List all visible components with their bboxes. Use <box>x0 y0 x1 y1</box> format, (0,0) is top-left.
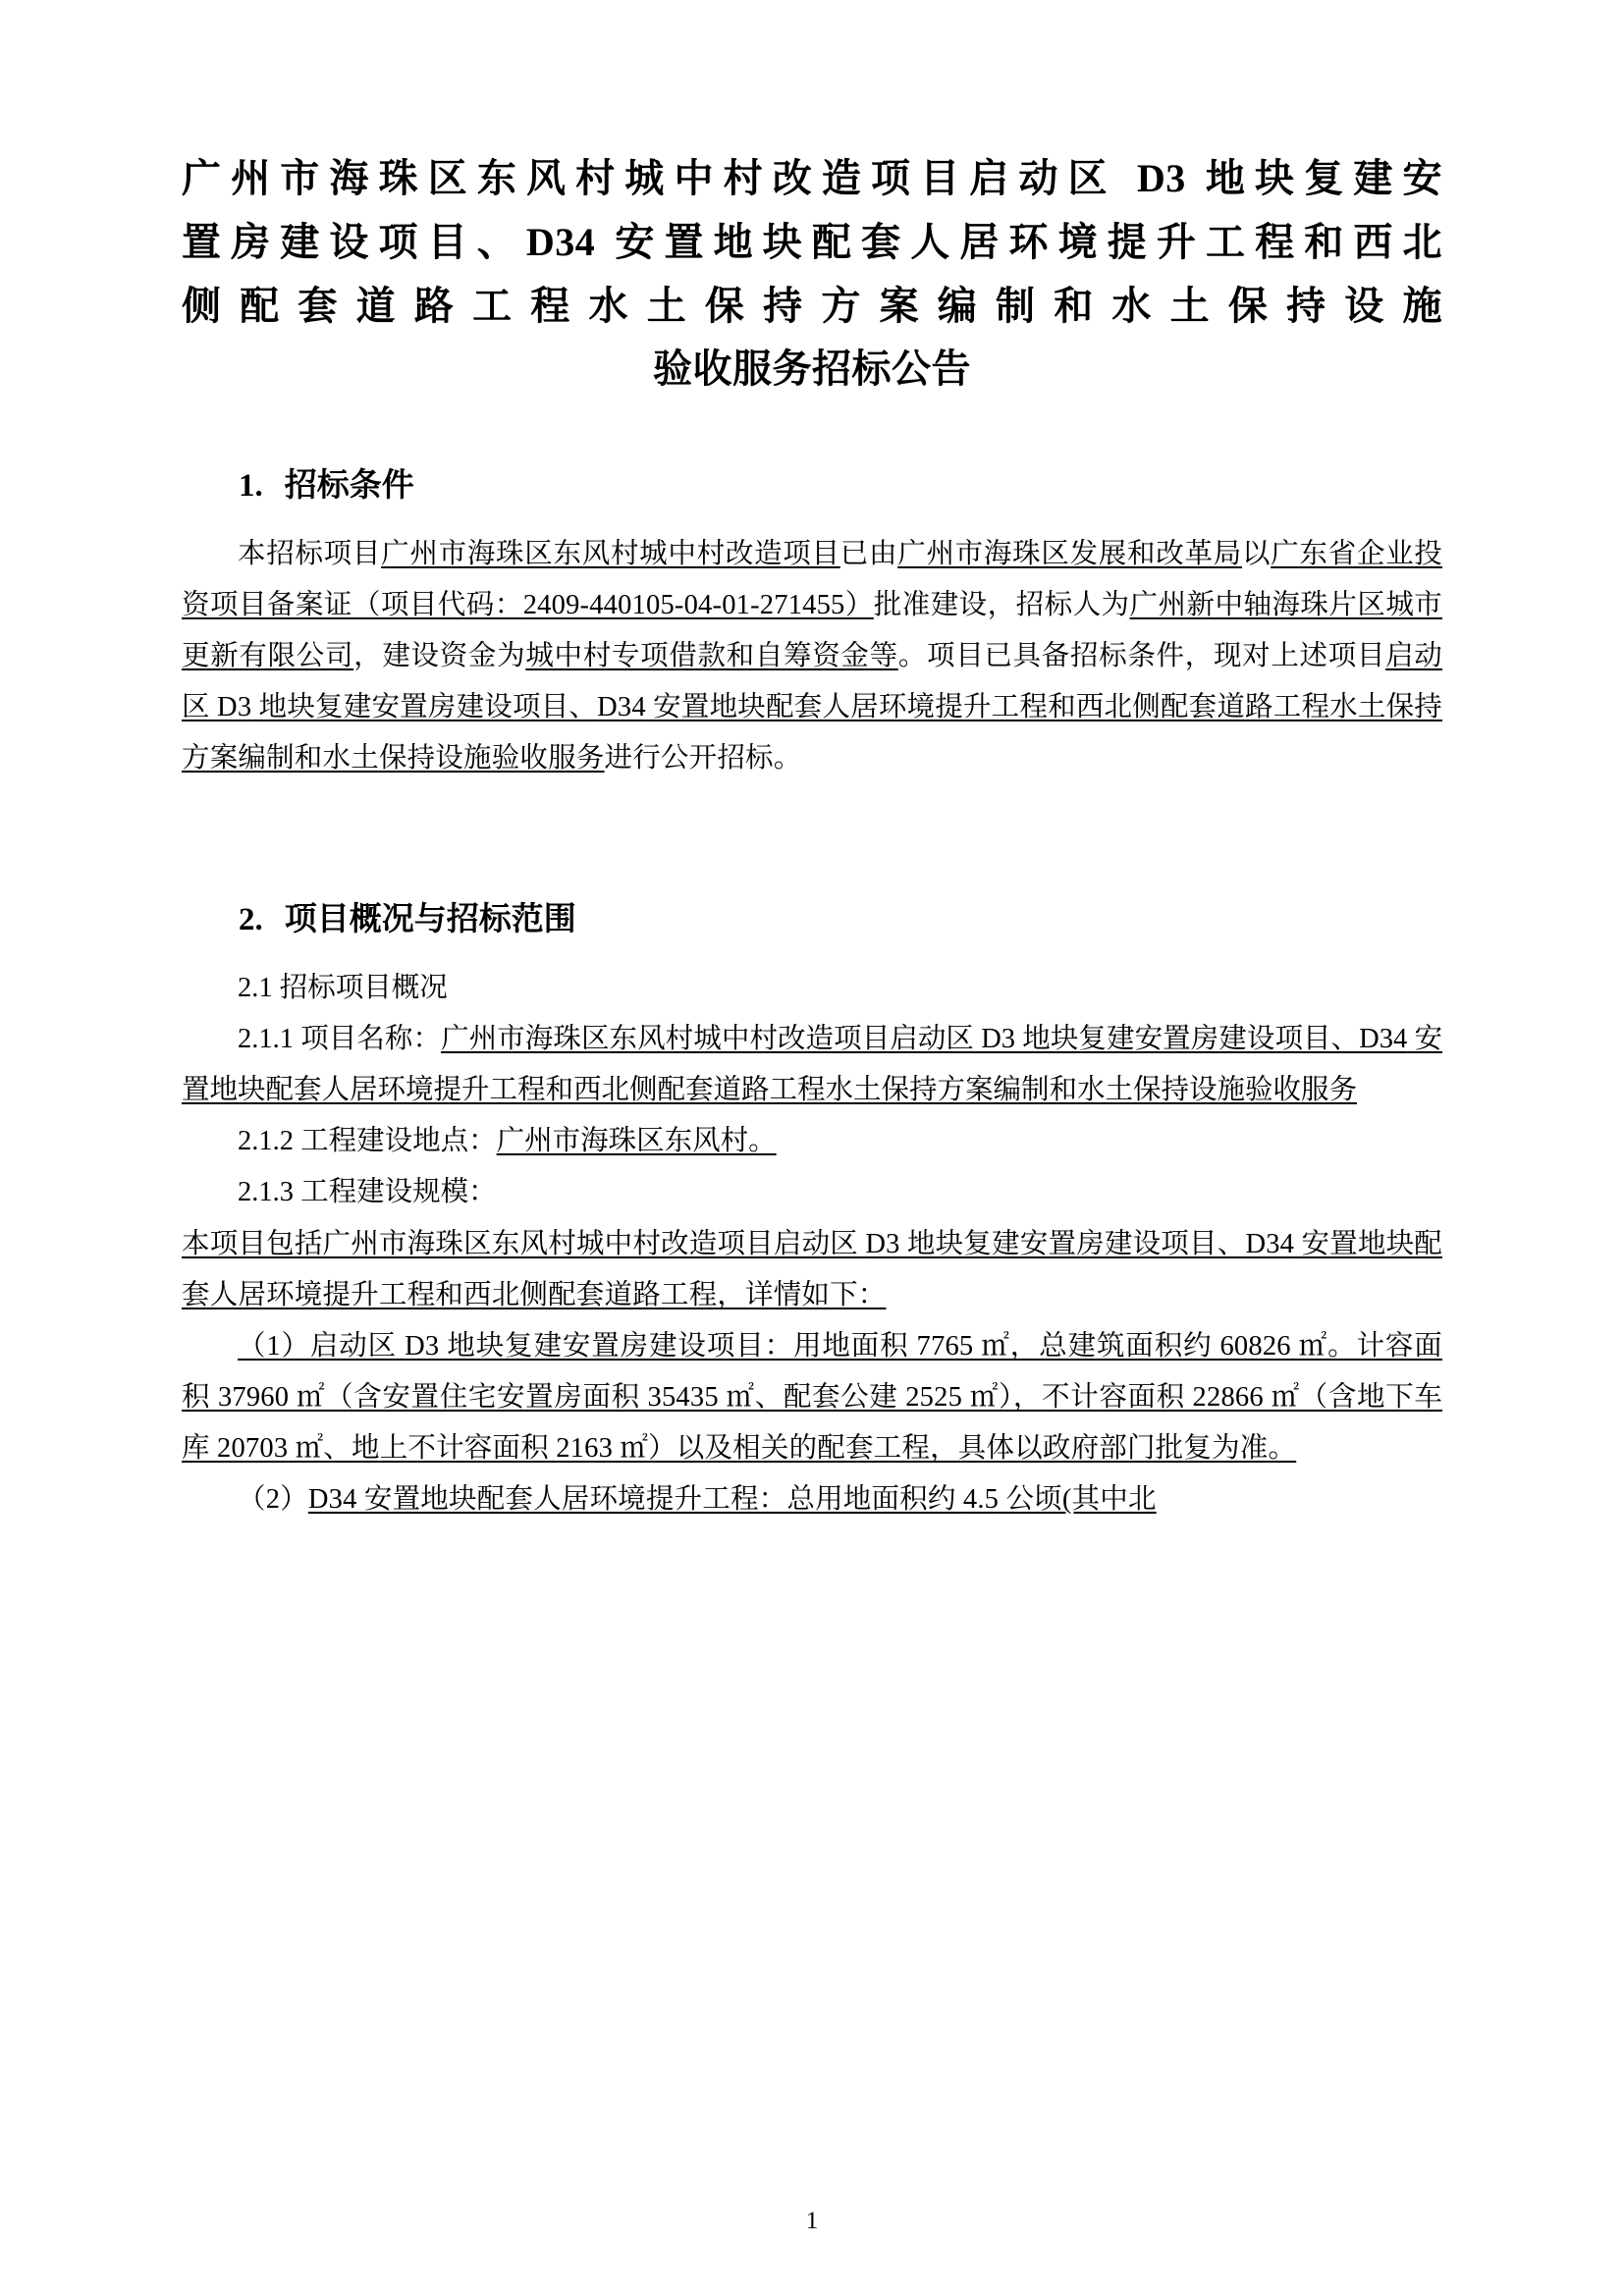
section-1-paragraph: 本招标项目广州市海珠区东风村城中村改造项目已由广州市海珠区发展和改革局以广东省企业投资项目备案证（项目代码：2409-440105-04-01-271455）批准建设，招标人为广州新中轴海珠片区城市更新有限公司，建设资金为城中村专项借款和自筹资金等。项目已具备招标条件，现对上述项目启动区 D3 地块复建安置房建设项目、D34 安置地块配套人居环境提升工程和西北侧配套道路工程水土保持方案编制和水土保持设施验收服务进行公开招标。 <box>182 538 1443 774</box>
item-2-1-1: 2.1.1 项目名称：广州市海珠区东风村城中村改造项目启动区 D3 地块复建安置房建设项目、D34 安置地块配套人居环境提升工程和西北侧配套道路工程水土保持方案编制和水土保持设施验收服务 <box>182 1024 1442 1106</box>
page-title <box>182 147 1442 401</box>
section-heading-2 <box>182 896 1442 945</box>
section-number-2: 2. <box>239 902 263 938</box>
item-2-1: 2.1 招标项目概况 <box>238 972 448 1003</box>
scale-item-1: （1）启动区 D3 地块复建安置房建设项目：用地面积 7765 ㎡，总建筑面积约 60826 ㎡。计容面积 37960 ㎡（含安置住宅安置房面积 35435 ㎡、配套公建 2525 ㎡），不计容面积 22866 ㎡（含地下车库 20703 ㎡、地上不计容面积 2163 ㎡）以及相关的配套工程，具体以政府部门批复为准。 <box>182 1330 1443 1465</box>
title-line-2: 置房建设项目、D34 安置地块配套人居环境提升工程和西北 <box>182 219 1442 264</box>
scale-item-2: （2）D34 安置地块配套人居环境提升工程：总用地面积约 4.5 公顷(其中北 <box>238 1484 1157 1516</box>
section-number-1: 1. <box>239 468 263 505</box>
item-2-1-3: 2.1.3 工程建设规模： <box>238 1177 497 1208</box>
section-title-1: 招标条件 <box>284 468 414 505</box>
title-line-4: 验收服务招标公告 <box>653 347 971 392</box>
section-title-2: 项目概况与招标范围 <box>284 902 576 938</box>
title-line-1: 广州市海珠区东风村城中村改造项目启动区 D3 地块复建安 <box>182 156 1442 200</box>
item-2-1-2: 2.1.2 工程建设地点：广州市海珠区东风村。 <box>238 1126 777 1157</box>
title-line-3: 侧配套道路工程水土保持方案编制和水土保持设施 <box>182 283 1442 328</box>
scale-intro: 本项目包括广州市海珠区东风村城中村改造项目启动区 D3 地块复建安置房建设项目、D34 安置地块配套人居环境提升工程和西北侧配套道路工程，详情如下： <box>182 1228 1442 1310</box>
section-heading-1 <box>182 462 1442 511</box>
page-number: 1 <box>805 2208 819 2234</box>
